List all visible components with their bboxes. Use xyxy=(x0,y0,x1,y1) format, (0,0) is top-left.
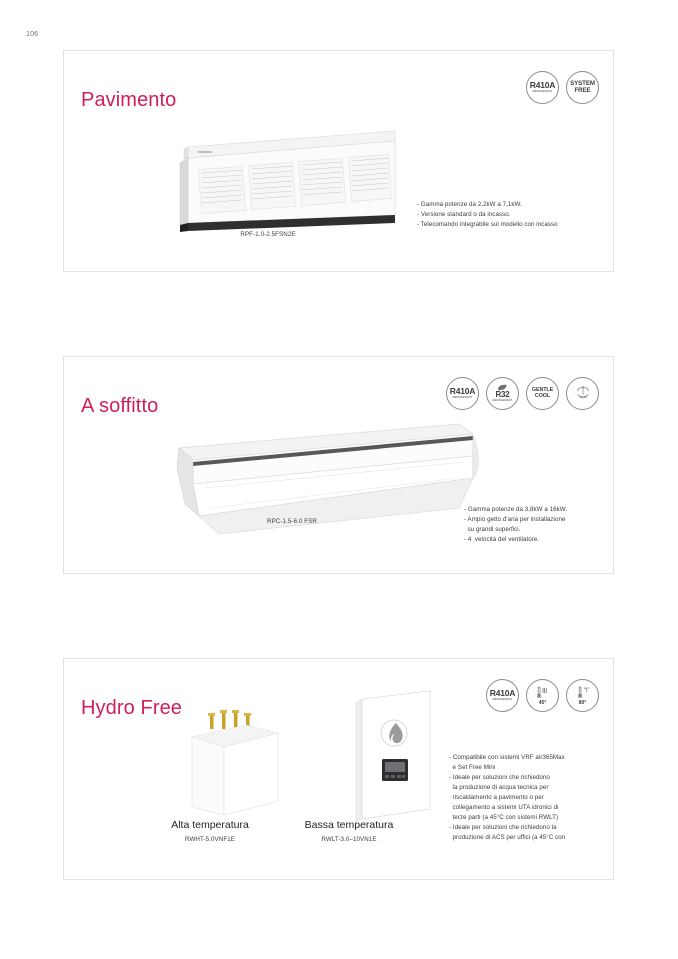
badge-row-hydro xyxy=(486,679,599,712)
spec-item: - Versione standard o da incasso. xyxy=(417,211,511,219)
product-code-pavimento: RPF-1.0-2.5FSN2E xyxy=(240,231,296,238)
section-soffitto xyxy=(63,356,614,574)
spec-list-pavimento xyxy=(417,200,558,230)
floor-unit-icon xyxy=(170,111,405,241)
spec-item: - Compatibile con sistemi VRF air365Max xyxy=(449,754,565,761)
hydro-wall-unit-icon xyxy=(344,687,454,832)
product-code-alta-temperatura: RWHT-5.0VNF1E xyxy=(184,836,235,843)
product-title-alta-temperatura: Alta temperatura xyxy=(171,819,249,831)
product-code-soffitto: RPC-1.5-6.0 FSR xyxy=(267,518,317,525)
r410a-refrigerant-badge: R410A REFRIGERANT xyxy=(446,377,479,410)
badge-row-soffitto xyxy=(446,377,599,410)
r410a-refrigerant-badge: R410A REFRIGERANT xyxy=(526,71,559,104)
page-title: A soffitto xyxy=(81,394,159,417)
r32-refrigerant-badge: R32 REFRIGERANT xyxy=(486,377,519,410)
ceiling-unit-icon xyxy=(159,412,489,547)
spec-item: - Gamma potenze da 2,2kW a 7,1kW. xyxy=(417,201,522,208)
gentle-cool-badge: GENTLE COOL xyxy=(526,377,559,410)
product-code-bassa-temperatura: RWLT-3.0–10VN1E xyxy=(321,836,377,843)
product-image-alta-temperatura xyxy=(174,707,294,827)
system-free-badge: SYSTEM FREE xyxy=(566,71,599,104)
section-pavimento xyxy=(63,50,614,272)
page-title: Pavimento xyxy=(81,88,177,111)
spec-list-soffitto xyxy=(464,505,567,545)
airflow-badge xyxy=(566,377,599,410)
spec-item: - Gamma potenze da 3,8kW a 16kW. xyxy=(464,506,568,513)
r410a-refrigerant-badge: R410A REFRIGERANT xyxy=(486,679,519,712)
spec-item: collegamento a sistemi UTA idronici di xyxy=(449,804,559,812)
spec-item: - Ideale per soluzioni che richiedono la xyxy=(449,824,557,832)
temperature-80-badge: ECO 80° xyxy=(566,679,599,712)
spec-item: terze parti (a 45°C con sistemi RWLT) xyxy=(449,814,559,822)
hydro-box-icon xyxy=(174,707,294,827)
temperature-45-badge: 45° xyxy=(526,679,559,712)
page-number: 106 xyxy=(26,31,39,38)
thermometer-icon xyxy=(534,685,552,700)
spec-item: - 4 velocità del ventilatore. xyxy=(464,536,540,544)
spec-item: produzione di ACS per uffici (a 45°C con xyxy=(449,834,566,842)
product-image-bassa-temperatura xyxy=(344,687,454,832)
section-hydro-free xyxy=(63,658,614,880)
spec-item: - Ideale per soluzioni che richiedono xyxy=(449,774,550,782)
spec-item: - Ampio getto d'aria per installazione xyxy=(464,516,566,524)
spec-item: e Set Free Mini xyxy=(449,764,496,772)
spec-item: la produzione di acqua tecnica per xyxy=(449,784,549,792)
product-title-bassa-temperatura: Bassa temperatura xyxy=(304,819,394,831)
svg-text:ECO: ECO xyxy=(583,687,590,690)
airflow-icon xyxy=(573,384,593,404)
spec-list-hydro xyxy=(449,753,565,843)
page-title: Hydro Free xyxy=(81,696,183,719)
product-image-soffitto xyxy=(159,412,489,547)
spec-item: su grandi superfici. xyxy=(464,526,521,534)
spec-item: riscaldamento a pavimento o per xyxy=(449,794,544,802)
product-image-pavimento xyxy=(170,111,405,241)
badge-row-pavimento xyxy=(526,71,599,104)
spec-item: - Telecomando integrabile sul modello con incasso xyxy=(417,221,558,229)
thermometer-hot-icon xyxy=(574,685,592,700)
